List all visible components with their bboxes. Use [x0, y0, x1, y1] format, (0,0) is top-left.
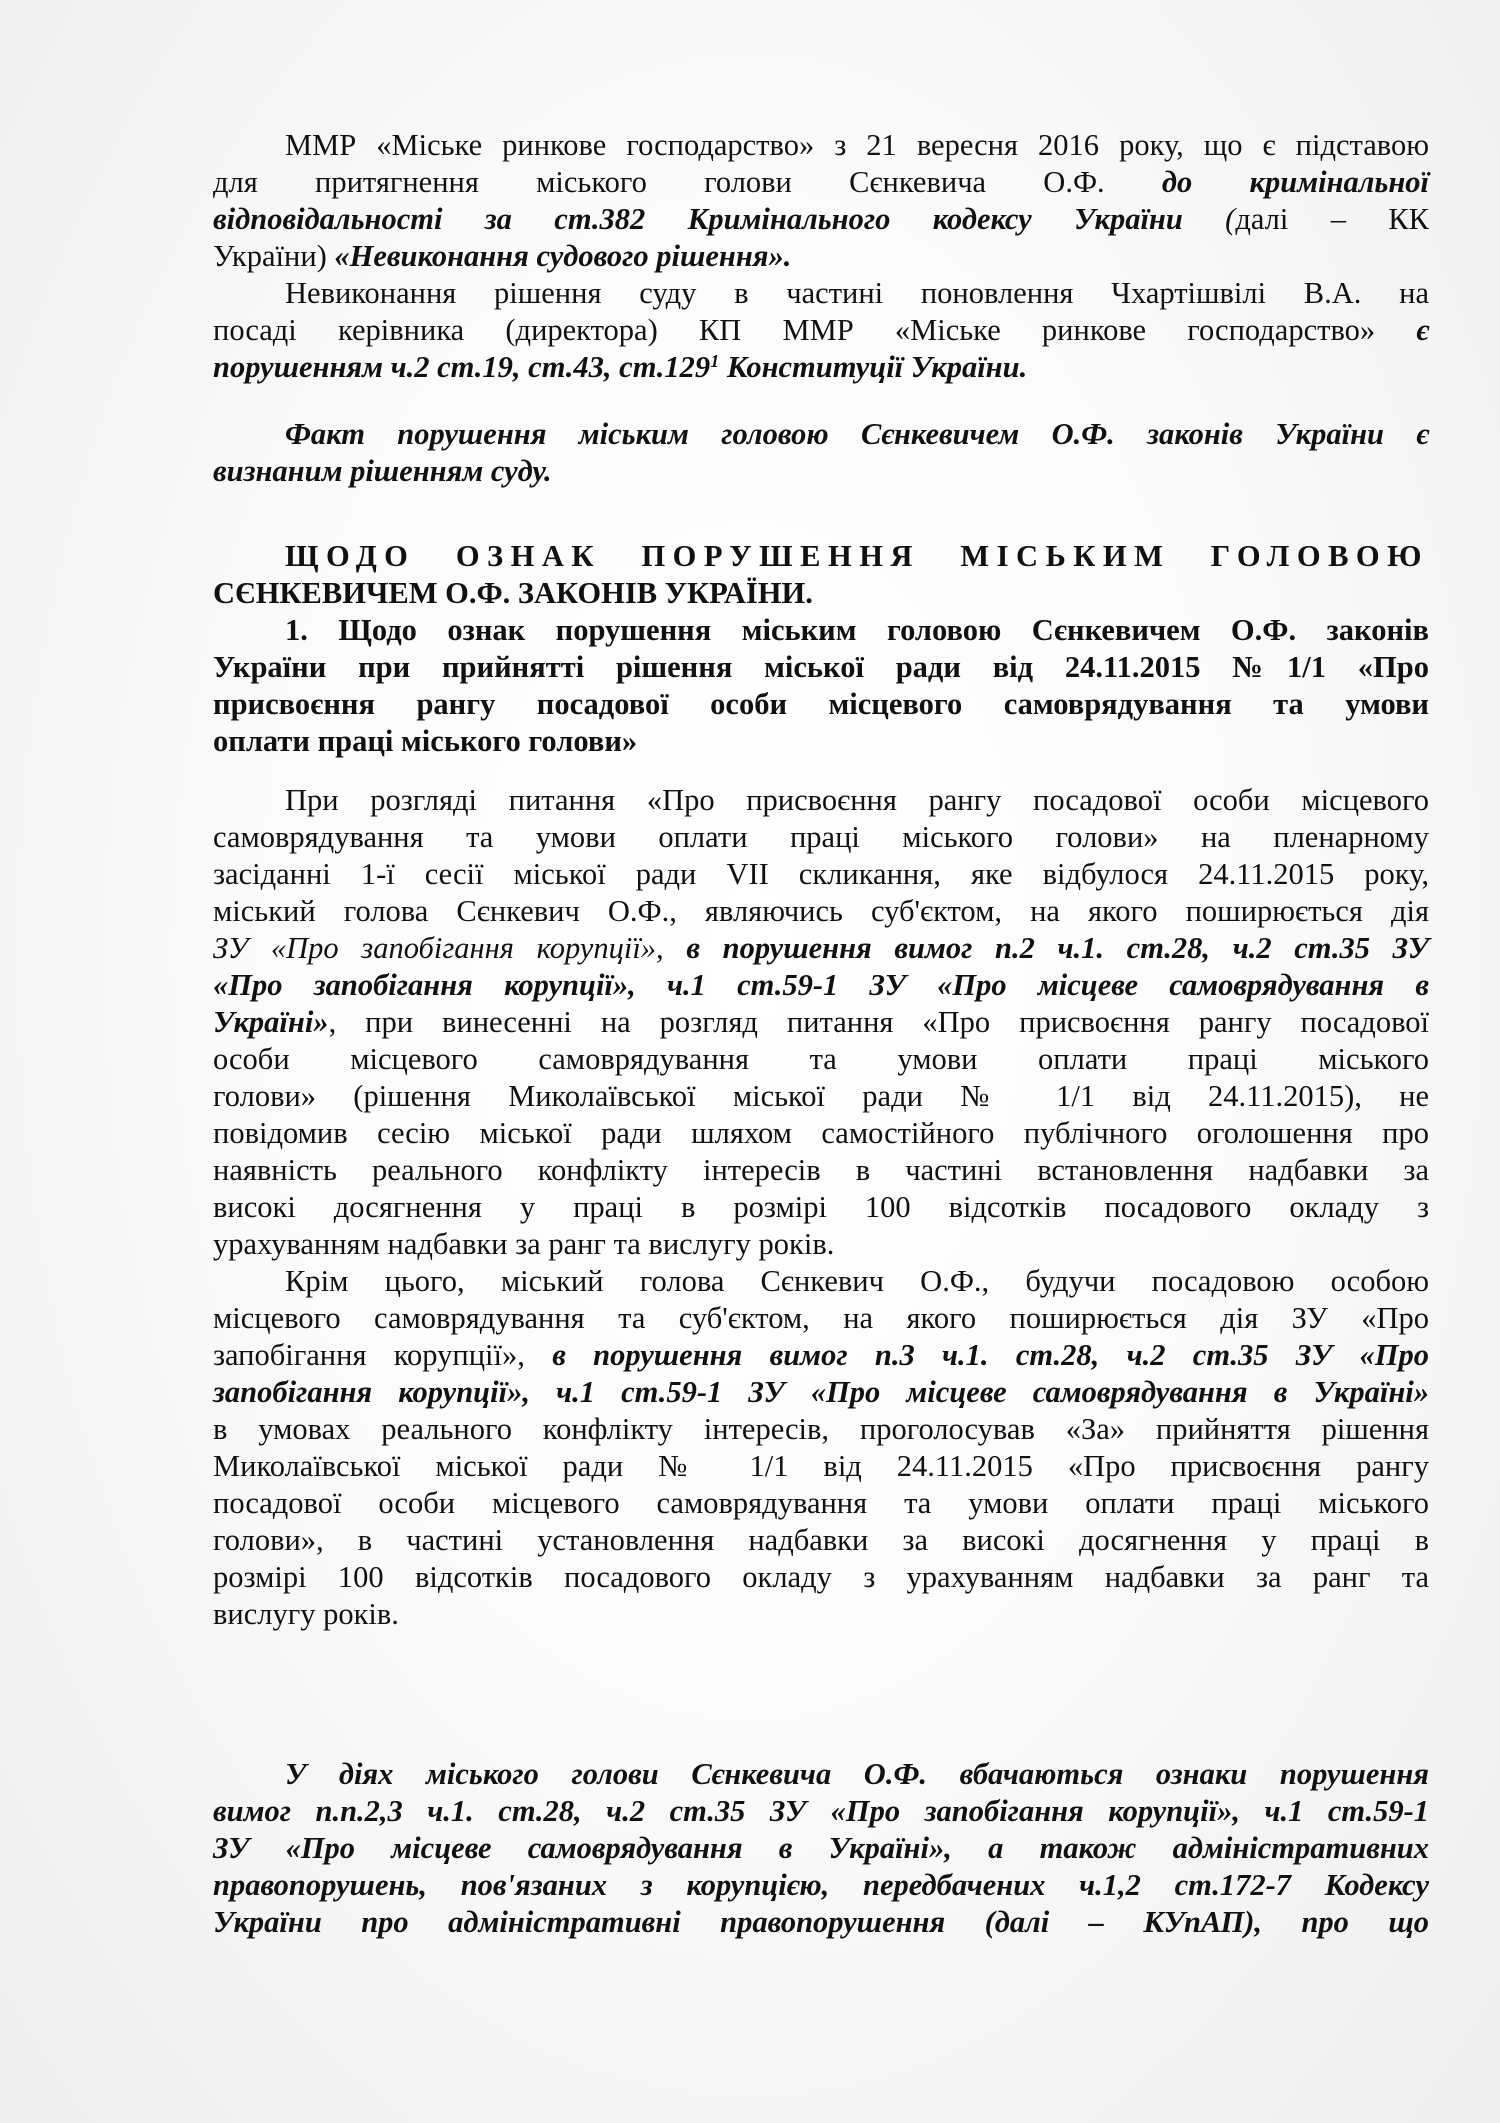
text-run: особи місцевого самоврядування та умови оплати праці міського	[213, 1042, 1429, 1076]
text-run: міський голова Сєнкевич О.Ф., являючись суб'єктом, на якого поширюється дія	[213, 894, 1429, 928]
text-run: повідомив сесію міської ради шляхом самостійного публічного оголошення про	[213, 1116, 1429, 1150]
text-line	[213, 575, 1429, 612]
text-line	[285, 416, 1429, 453]
text-run: (	[1225, 202, 1236, 236]
text-line	[285, 782, 1429, 819]
text-line	[285, 612, 1429, 649]
text-run: СЄНКЕВИЧЕМ О.Ф. ЗАКОНІВ УКРАЇНИ.	[213, 576, 813, 610]
text-run: розмірі 100 відсотків посадового окладу з урахуванням надбавки за ранг та	[213, 1560, 1429, 1594]
text-line	[213, 1300, 1429, 1337]
text-line	[213, 1041, 1429, 1078]
text-run: далі – КК	[1235, 202, 1429, 236]
text-line	[213, 723, 1429, 760]
text-run: місцевого самоврядування та суб'єктом, на якого поширюється дія ЗУ «Про	[213, 1301, 1429, 1335]
text-run: відповідальності за ст.382 Кримінального кодексу України	[213, 202, 1226, 236]
text-run: оплати праці міського голови»	[213, 724, 638, 758]
text-run: голови» (рішення Миколаївської міської ради № 1/1 від 24.11.2015), не	[213, 1079, 1429, 1113]
text-line	[213, 1337, 1429, 1374]
text-line	[213, 238, 1429, 275]
text-run: Факт порушення міським головою Сєнкевичем О.Ф. законів України є	[285, 417, 1429, 451]
text-run: вимог п.п.2,3 ч.1. ст.28, ч.2 ст.35 ЗУ «Про запобігання корупції», ч.1 ст.59-1	[213, 1794, 1429, 1828]
text-line	[213, 1374, 1429, 1411]
text-line	[213, 930, 1429, 967]
text-run: України)	[213, 239, 335, 273]
text-run: засіданні 1-ї сесії міської ради VII скликання, яке відбулося 24.11.2015 року,	[213, 857, 1429, 891]
text-line	[285, 1263, 1429, 1300]
text-line	[213, 686, 1429, 723]
text-line	[213, 1078, 1429, 1115]
text-line	[213, 856, 1429, 893]
text-run: України про адміністративні правопорушення (далі – КУпАП), про що	[213, 1905, 1429, 1939]
superscript: 1	[710, 351, 720, 371]
text-run: в порушення вимог п.3 ч.1. ст.28, ч.2 ст.35 ЗУ «Про	[552, 1338, 1429, 1372]
text-line	[213, 1115, 1429, 1152]
text-run: самоврядування та умови оплати праці міського голови» на пленарному	[213, 820, 1429, 854]
text-run: правопорушень, пов'язаних з корупцією, передбачених ч.1,2 ст.172-7 Кодексу	[213, 1868, 1429, 1902]
text-run: Конституції України.	[719, 350, 1028, 384]
text-run: Україні»	[213, 1005, 329, 1039]
text-line	[213, 1004, 1429, 1041]
text-run: високі досягнення у праці в розмірі 100 відсотків посадового окладу з	[213, 1190, 1429, 1224]
text-line	[213, 1793, 1429, 1830]
text-run: У діях міського голови Сєнкевича О.Ф. вбачаються ознаки порушення	[285, 1757, 1429, 1791]
text-run: України при прийнятті рішення міської ради від 24.11.2015 №1/1 «Про	[213, 650, 1429, 684]
text-line	[213, 453, 1429, 490]
text-run: присвоєння рангу посадової особи місцевого самоврядування та умови	[213, 687, 1429, 721]
text-run: При розгляді питання «Про присвоєння рангу посадової особи місцевого	[285, 783, 1429, 817]
text-run: запобігання корупції», ч.1 ст.59-1 ЗУ «Про місцеве самоврядування в Україні»	[213, 1375, 1429, 1409]
text-line	[213, 201, 1429, 238]
text-run: , при винесенні на розгляд питання «Про присвоєння рангу посадової	[328, 1005, 1429, 1039]
text-line	[285, 1756, 1429, 1793]
text-line	[213, 967, 1429, 1004]
text-line	[213, 1411, 1429, 1448]
text-run: ЗУ «Про місцеве самоврядування в Україні», а також адміністративних	[213, 1831, 1429, 1865]
text-line	[213, 1152, 1429, 1189]
text-line	[213, 819, 1429, 856]
text-run: Невиконання рішення суду в частині поновлення Чхартішвілі В.А. на	[285, 276, 1429, 310]
text-line	[213, 1522, 1429, 1559]
text-line	[285, 127, 1429, 164]
text-line	[213, 1559, 1429, 1596]
text-run: ЗУ «Про запобігання корупції»,	[213, 931, 687, 965]
text-line	[213, 1189, 1429, 1226]
text-run: є	[1416, 313, 1429, 347]
text-run: Крім цього, міський голова Сєнкевич О.Ф., будучи посадовою особою	[285, 1264, 1429, 1298]
text-line	[213, 649, 1429, 686]
text-line	[213, 893, 1429, 930]
text-run: в умовах реального конфлікту інтересів, проголосував «За» прийняття рішення	[213, 1412, 1429, 1446]
text-run: 1. Щодо ознак порушення міським головою Сєнкевичем О.Ф. законів	[285, 613, 1429, 647]
text-line	[213, 1830, 1429, 1867]
text-run: ММР «Міське ринкове господарство» з 21 вересня 2016 року, що є підставою	[285, 128, 1429, 162]
text-line	[213, 349, 1429, 386]
text-line	[213, 1867, 1429, 1904]
text-line	[213, 164, 1429, 201]
text-run: порушенням ч.2 ст.19, ст.43, ст.129	[213, 350, 711, 384]
text-run: ЩОДО ОЗНАК ПОРУШЕННЯ МІСЬКИМ ГОЛОВОЮ	[285, 539, 1429, 573]
text-run: урахуванням надбавки за ранг та вислугу років.	[213, 1227, 835, 1261]
text-run: вислугу років.	[213, 1597, 399, 1631]
text-run: посаді керівника (директора) КП ММР «Міське ринкове господарство»	[213, 313, 1417, 347]
text-run: наявність реального конфлікту інтересів в частині встановлення надбавки за	[213, 1153, 1429, 1187]
text-line	[285, 538, 1429, 575]
text-line	[213, 1226, 1429, 1263]
text-line	[213, 1448, 1429, 1485]
text-line	[213, 312, 1429, 349]
text-run: посадової особи місцевого самоврядування та умови оплати праці міського	[213, 1486, 1429, 1520]
text-line	[285, 275, 1429, 312]
text-run: «Невиконання судового рішення».	[334, 239, 792, 273]
text-run: Миколаївської міської ради № 1/1 від 24.11.2015 «Про присвоєння рангу	[213, 1449, 1429, 1483]
text-line	[213, 1904, 1429, 1941]
text-run: в порушення вимог п.2 ч.1. ст.28, ч.2 ст.35 ЗУ	[686, 931, 1429, 965]
text-run: для притягнення міського голови Сєнкевича О.Ф.	[213, 165, 1162, 199]
text-run: «Про запобігання корупції», ч.1 ст.59-1 ЗУ «Про місцеве самоврядування в	[213, 968, 1429, 1002]
text-run: запобігання корупції»,	[213, 1338, 553, 1372]
text-run: до кримінальної	[1161, 165, 1429, 199]
text-run: голови», в частині установлення надбавки за високі досягнення у праці в	[213, 1523, 1429, 1557]
text-line	[213, 1485, 1429, 1522]
text-run: визнаним рішенням суду.	[213, 454, 552, 488]
text-line	[213, 1596, 1429, 1633]
